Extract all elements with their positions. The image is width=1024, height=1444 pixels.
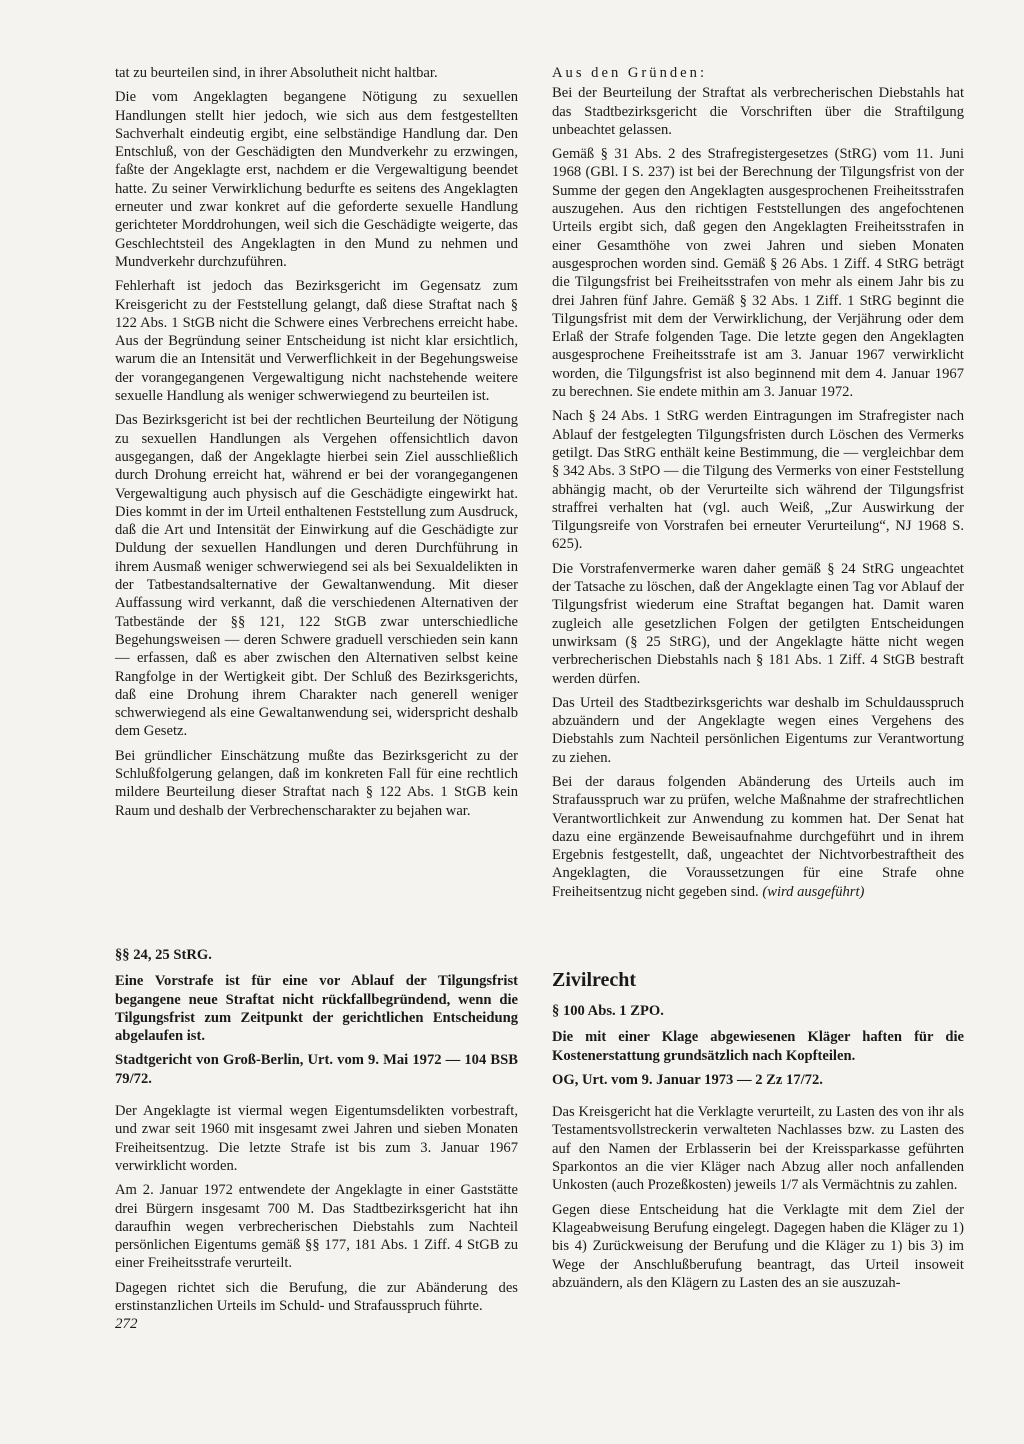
right-paragraph-3: Nach § 24 Abs. 1 StRG werden Eintragungen im Strafregister nach Ablauf der festgelegten Tilgungsfristen durch Löschen des Vermerks getilgt. Das StRG enthält keine Bestimmung, die — vergleichbar dem § 342 Abs. 3 StPO — die Tilgung des Vermerks von einer Feststellung abhängig macht, ob der Verurteilte sich während der Tilgungsfrist straffrei verhalten hat (vgl. auch Weiß, „Zur Auswirkung der Tilgungsreife von Vorstrafen bei erneuter Verurteilung“, NJ 1968 S. 625). — [552, 408, 965, 553]
case-zpo-headnote: Die mit einer Klage abgewiesenen Kläger haften für die Kostenerstattung grundsätzlich nach Kopfteilen. — [552, 1029, 964, 1064]
right-column-text — [552, 64, 964, 907]
right-paragraph-6-text: Bei der daraus folgenden Abänderung des Urteils auch im Strafausspruch war zu prüfen, welche Maßnahme der strafrechtlichen Verantwortlichkeit zur Anwendung zu kommen hat. Der Senat hat dazu eine ergänzende Beweisaufnahme durchgeführt und in ihrem Ergebnis festgestellt, daß, ungeachtet der Nichtvorbestraftheit des Angeklagten, die Voraussetzungen für eine Strafe ohne Freiheitsentzug nicht gegeben sind. — [552, 773, 964, 900]
left-paragraph-4: Das Bezirksgericht ist bei der rechtlichen Beurteilung der Nötigung zu sexuellen Handlungen als Vergehen offensichtlich davon ausgegangen, daß der Angeklagte hierbei sein Ziel ausschließlich durch Drohung erreicht hat, während er bei der vorangegangenen Vergewaltigung auch physisch auf die Geschädigte eingewirkt hat. Dies kommt in der im Urteil enthaltenen Feststellung zum Ausdruck, daß die Art und Intensität der Einwirkung auf die Geschädigte zur Duldung der sexuellen Handlungen und deren Durchführung in ihrem Ausmaß weniger schwerwiegend sei als bei Sexualdelikten in der Tatbestandsalternative der Gewaltanwendung. Mit dieser Auffassung wird verkannt, daß die verschiedenen Alternativen der Tatbestände der §§ 121, 122 StGB zwar unterschiedliche Begehungsweisen — deren Schwere graduell verschieden sein kann — erfassen, daß es aber zwischen den Alternativen selbst keine Rangfolge in der Wertigkeit gibt. Der Schluß des Bezirksgerichts, daß eine Drohung ihrem Charakter nach generell weniger schwerwiegend als eine Gewaltanwendung sei, widerspricht deshalb dem Gesetz. — [115, 412, 518, 740]
left-paragraph-5: Bei gründlicher Einschätzung mußte das Bezirksgericht zu der Schlußfolgerung gelangen, daß im konkreten Fall für eine rechtlich mildere Beurteilung dieser Straftat nach § 122 Abs. 1 StGB kein Raum und deshalb der Verbrechenscharakter zu bejahen war. — [115, 747, 518, 819]
page-number: 272 — [115, 1316, 138, 1332]
case-strg-paragraph-2: Am 2. Januar 1972 entwendete der Angeklagte in einer Gaststätte drei Bürgern insgesamt 700 M. Das Stadtbezirksgericht hat ihn daraufhin wegen verbrecherischen Diebstahls zum Nachteil persönlichen Eigentums gemäß §§ 177, 181 Abs. 1 Ziff. 4 StGB zu einer Freiheitsstrafe verurteilt. — [115, 1182, 518, 1272]
reasons-heading: Aus den Gründen: — [552, 65, 708, 81]
case-zpo-paragraph-2: Gegen diese Entscheidung hat die Verklagte mit dem Ziel der Klageabweisung Berufung eingelegt. Dagegen haben die Kläger zu 1) bis 4) Zurückweisung der Berufung und die Kläger zu 1) bis 3) im Wege der Anschlußberufung beantragt, das Urteil insoweit abzuändern, als den Klägern zu Lasten des an sie auszuzah- — [552, 1201, 964, 1291]
right-paragraph-2: Gemäß § 31 Abs. 2 des Strafregistergesetzes (StRG) vom 11. Juni 1968 (GBl. I S. 237) ist bei der Berechnung der Tilgungsfrist von der Summe der gegen den Angeklagten ausgesprochenen Freiheitsstrafen auszugehen. Aus den richtigen Feststellungen des angefochtenen Urteils ergibt sich, daß gegen den Angeklagten Freiheitsstrafen in einer Gesamthöhe von zwei Jahren und sieben Monaten ausgesprochen worden sind. Gemäß § 26 Abs. 1 Ziff. 4 StRG beträgt die Tilgungsfrist bei Freiheitsstrafen von mehr als einem Jahr bis zu drei Jahren fünf Jahre. Gemäß § 32 Abs. 1 Ziff. 1 StRG beginnt die Tilgungsfrist mit dem der Verwirklichung, der Verjährung oder dem Erlaß der Strafe folgenden Tage. Die letzte gegen den Angeklagten ausgesprochene Freiheitsstrafe ist am 3. Januar 1967 verwirklicht worden, die Tilgungsfrist ist also beginnend mit dem 4. Januar 1967 zu berechnen. Sie endete mithin am 3. Januar 1972. — [552, 146, 964, 401]
case-strg-paragraph-3: Dagegen richtet sich die Berufung, die zur Abänderung des erstinstanzlichen Urteils im Schuld- und Strafausspruch führte. — [115, 1279, 518, 1315]
right-paragraph-4: Die Vorstrafenvermerke waren daher gemäß § 24 StRG ungeachtet der Tatsache zu löschen, daß der Angeklagte einen Tag vor Ablauf der Tilgungsfrist wiederum eine Straftat begangen hat. Damit waren zugleich alle gesetzlichen Folgen der getilgten Entscheidungen unwirksam (§ 25 StRG), und der Angeklagte hätte nicht wegen verbrecherischen Diebstahls nach § 181 Abs. 1 Ziff. 4 StGB bestraft werden dürfen. — [552, 560, 964, 687]
left-paragraph-1: tat zu beurteilen sind, in ihrer Absolutheit nicht haltbar. — [115, 65, 438, 81]
continued-note: (wird ausgeführt) — [762, 883, 865, 900]
left-paragraph-3: Fehlerhaft ist jedoch das Bezirksgericht im Gegensatz zum Kreisgericht zu der Feststellung gelangt, daß diese Straftat nach § 122 Abs. 1 StGB nicht die Schwere eines Verbrechens erreicht habe. Aus der Begründung seiner Entscheidung ist nicht klar ersichtlich, warum die an Intensität und Verwerflichkeit in der Begehungsweise der vorangegangenen Vergewaltigung nicht nachstehende weitere sexuelle Handlung als weniger schwerwiegend zu beurteilen ist. — [115, 278, 518, 405]
case-zpo — [552, 1002, 964, 1298]
right-paragraph-1: Bei der Beurteilung der Straftat als verbrecherischen Diebstahls hat das Stadtbezirksgericht die Vorschriften über die Straftilgung unbeachtet gelassen. — [552, 85, 964, 138]
case-zpo-norm: § 100 Abs. 1 ZPO. — [552, 1003, 664, 1019]
left-paragraph-2: Die vom Angeklagten begangene Nötigung zu sexuellen Handlungen stellt hier jedoch, wie sich aus dem festgestellten Sachverhalt eindeutig ergibt, eine selbständige Handlung dar. Den Entschluß, von der Geschädigten den Mundverkehr zu erzwingen, faßte der Angeklagte erst, nachdem er die Vergewaltigung beendet hatte. Zu seiner Verwirklichung bedurfte es seitens des Angeklagten erneuter und zwar konkret auf die geforderte sexuelle Handlung gerichteter Morddrohungen, weil sich die Geschädigte weigerte, das Geschlechtsteil des Angeklagten in den Mund zu nehmen und Mundverkehr durchzuführen. — [115, 89, 518, 270]
left-column-text — [115, 64, 518, 826]
case-strg — [115, 946, 518, 1321]
civil-section-title: Zivilrecht — [552, 969, 637, 991]
case-zpo-court: OG, Urt. vom 9. Januar 1973 — 2 Zz 17/72. — [552, 1071, 823, 1088]
case-zpo-paragraph-1: Das Kreisgericht hat die Verklagte verurteilt, zu Lasten des von ihr als Testamentsvollstreckerin verwalteten Nachlasses bzw. zu Lasten des auf den Namen der Erblasserin bei der Kreissparkasse geführten Sparkontos an die vier Kläger nach Abzug aller noch anfallenden Unkosten (auch Prozeßkosten) jeweils 1/7 als Vermächtnis zu zahlen. — [552, 1104, 964, 1194]
case-strg-headnote: Eine Vorstrafe ist für eine vor Ablauf der Tilgungsfrist begangene neue Straftat nicht rückfallbegründend, wenn die Tilgungsfrist zum Zeitpunkt der gerichtlichen Entscheidung abgelaufen ist. — [115, 973, 518, 1045]
case-strg-norm: §§ 24, 25 StRG. — [115, 947, 212, 963]
right-paragraph-5: Das Urteil des Stadtbezirksgerichts war deshalb im Schuldausspruch abzuändern und der Angeklagte wegen eines Vergehens des Diebstahls zum Nachteil persönlichen Eigentums zur Verantwortung zu ziehen. — [552, 694, 964, 766]
case-strg-court: Stadtgericht von Groß-Berlin, Urt. vom 9. Mai 1972 — 104 BSB 79/72. — [115, 1052, 518, 1087]
case-strg-paragraph-1: Der Angeklagte ist viermal wegen Eigentumsdelikten vorbestraft, und zwar seit 1960 mit insgesamt zwei Jahren und sieben Monaten Freiheitsentzug. Die letzte Strafe ist bis zum 3. Januar 1967 verwirklicht worden. — [115, 1103, 518, 1174]
right-paragraph-6 — [552, 773, 964, 901]
